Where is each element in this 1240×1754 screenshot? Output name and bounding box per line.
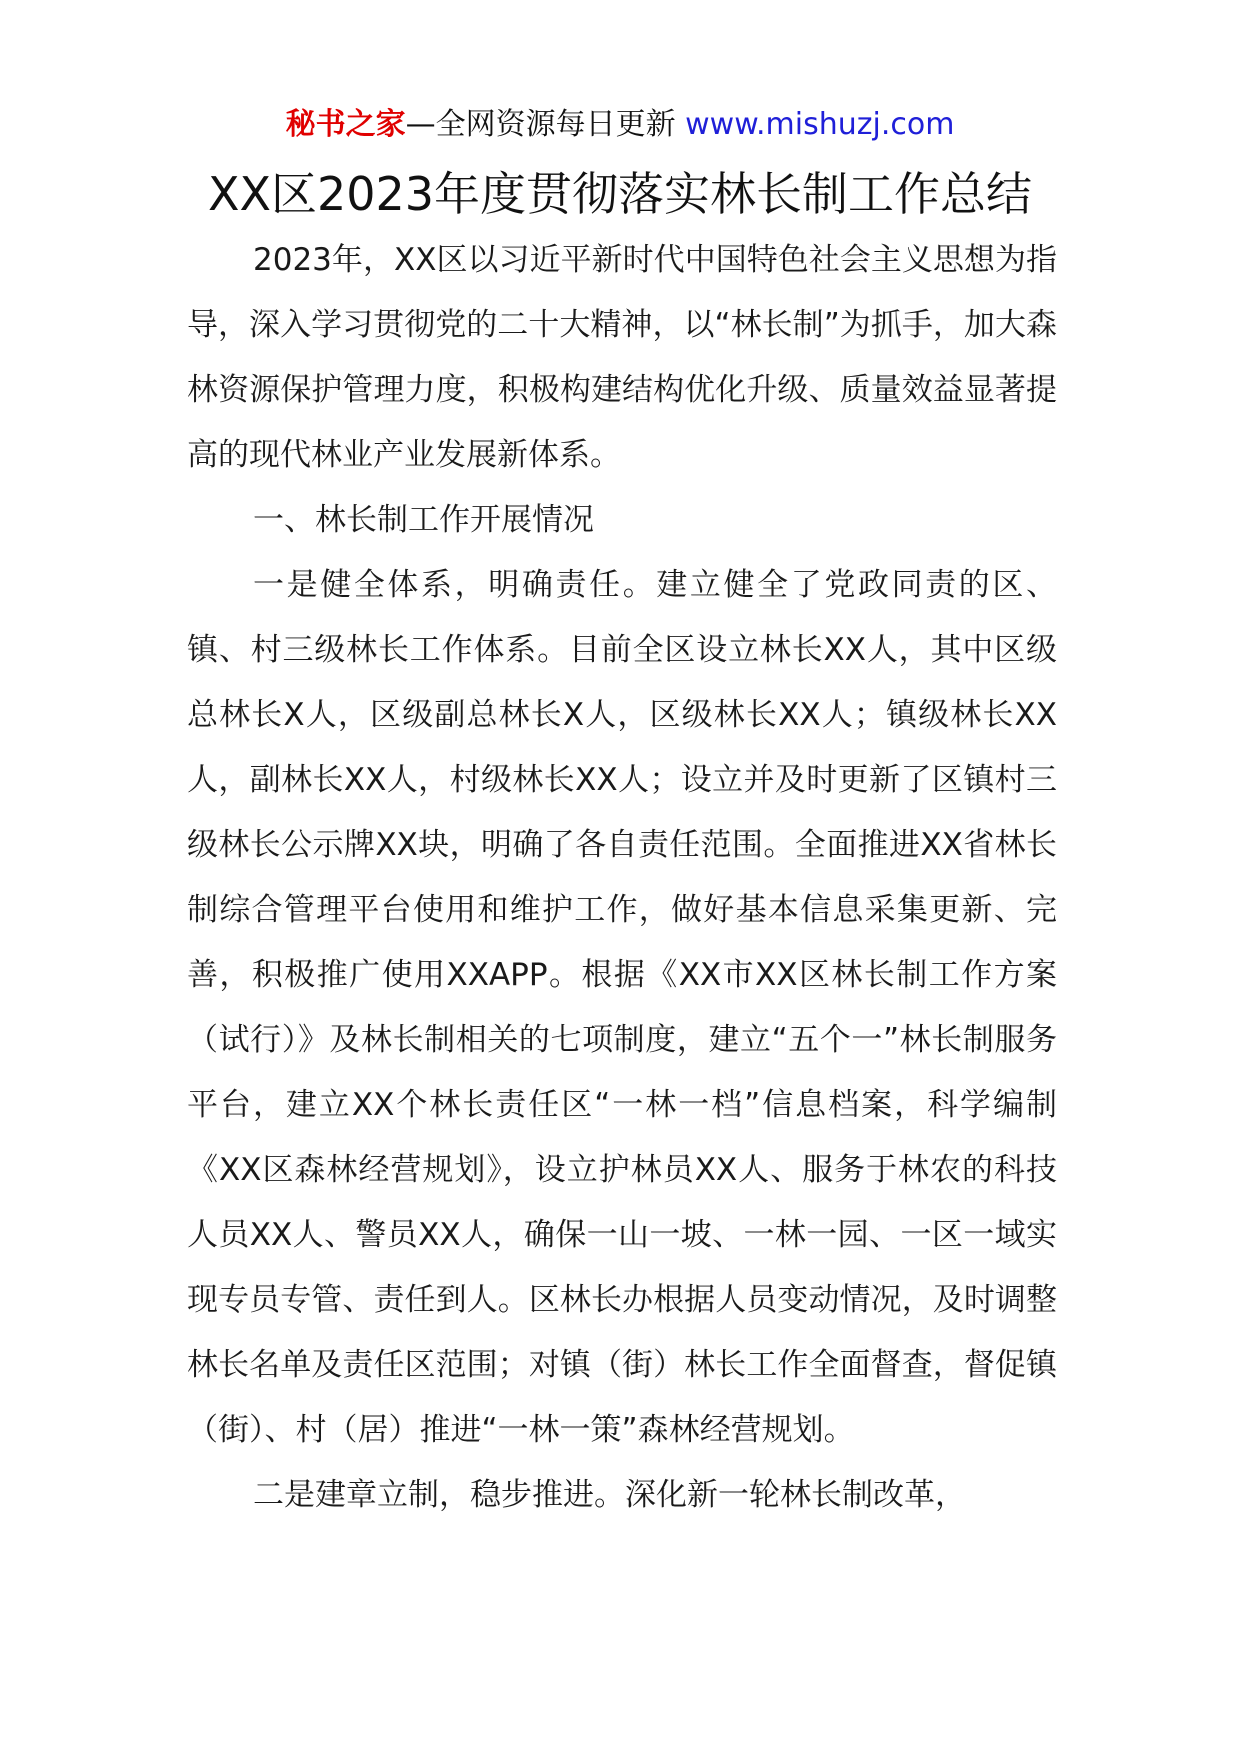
brand-name: 秘书之家 — [285, 107, 406, 142]
body-paragraph: 一是健全体系，明确责任。建立健全了党政同责的区、镇、村三级林长工作体系。目前全区设立林长XX人，其中区级总林长X人，区级副总林长X人，区级林长XX人；镇级林长XX人，副林长XX人，村级林长XX人；设立并及时更新了区镇村三级林长公示牌XX块，明确了各自责任范围。全面推进XX省林长制综合管理平台使用和维护工作，做好基本信息采集更新、完善，积极推广使用XXAPP。根据《XX市XX区林长制工作方案（试行）》及林长制相关的七项制度，建立“五个一”林长制服务平台，建立XX个林长责任区“一林一档”信息档案，科学编制《XX区森林经营规划》，设立护林员XX人、服务于林农的科技人员XX人、警员XX人，确保一山一坡、一林一园、一区一域实现专员专管、责任到人。区林长办根据人员变动情况，及时调整林长名单及责任区范围；对镇（街）林长工作全面督查，督促镇（街）、村（居）推进“一林一策”森林经营规划。 — [187, 567, 1057, 1448]
document-body — [187, 228, 1057, 1528]
intro-paragraph: 2023年，XX区以习近平新时代中国特色社会主义思想为指导，深入学习贯彻党的二十大精神，以“林长制”为抓手，加大森林资源保护管理力度，积极构建结构优化升级、质量效益显著提高的现代林业产业发展新体系。 — [187, 242, 1057, 473]
header-tagline: —全网资源每日更新 — [405, 107, 686, 142]
section-heading: 一、林长制工作开展情况 — [253, 502, 594, 538]
document-title: XX区2023年度贯彻落实林长制工作总结 — [207, 167, 1033, 221]
body-paragraph: 二是建章立制，稳步推进。深化新一轮林长制改革， — [253, 1477, 966, 1513]
site-header — [0, 103, 1240, 147]
site-url-link[interactable]: www.mishuzj.com — [685, 107, 955, 142]
